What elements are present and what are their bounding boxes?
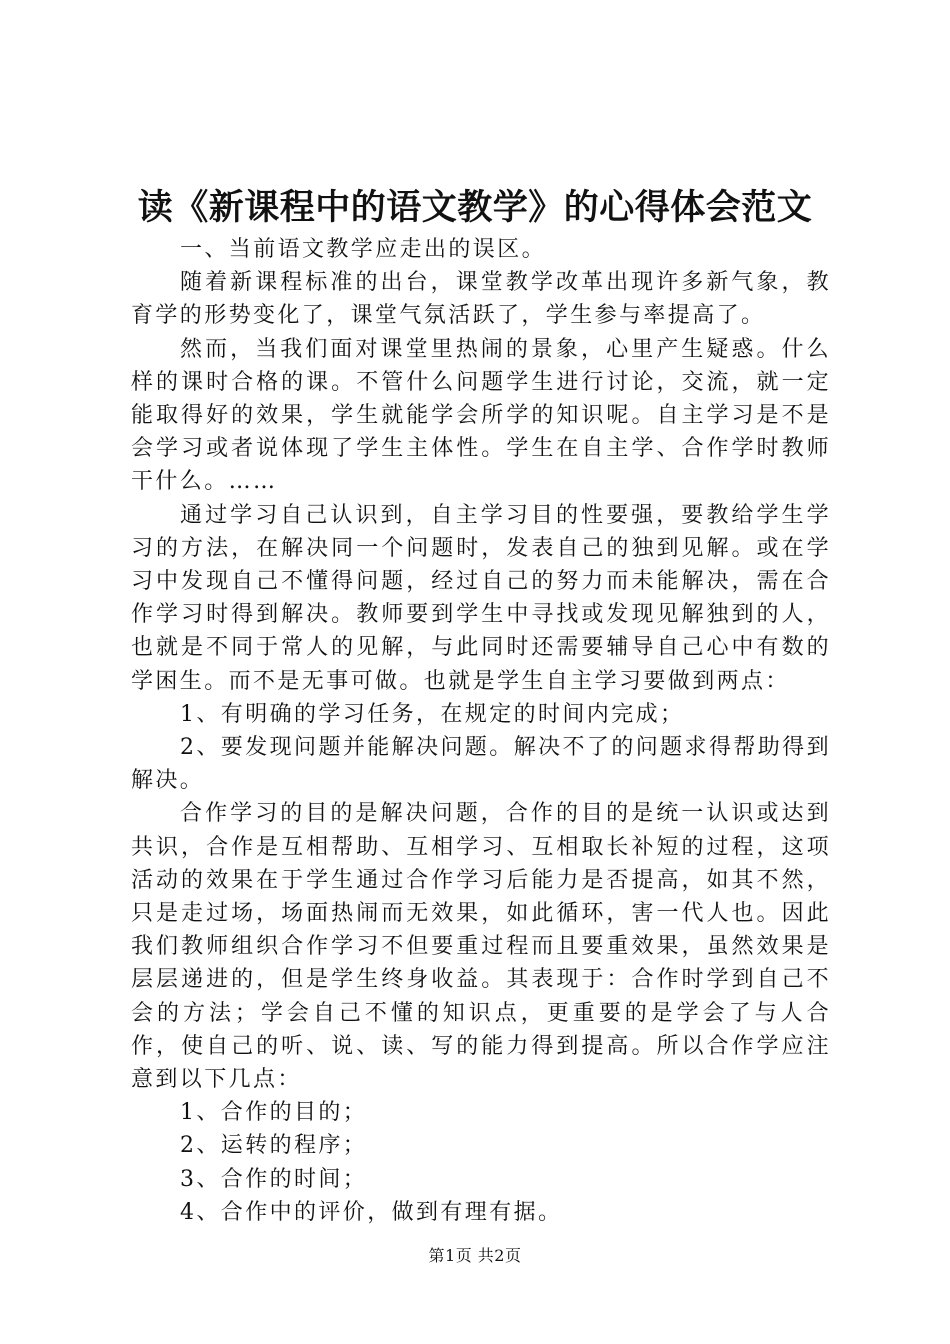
page-footer: 第1页 共2页 <box>428 1246 522 1265</box>
section-heading: 一、当前语文教学应走出的误区。 <box>180 237 547 262</box>
list-item: 4、合作中的评价，做到有理有据。 <box>180 1199 563 1225</box>
list-item: 3、合作的时间； <box>180 1166 368 1192</box>
list-item: 2、运转的程序； <box>180 1133 368 1159</box>
list-item: 1、有明确的学习任务，在规定的时间内完成； <box>180 701 685 727</box>
list-item: 1、合作的目的； <box>180 1100 368 1126</box>
paragraph: 通过学习自己认识到，自主学习目的性要强，要教给学生学习的方法，在解决同一个问题时，发表自己的独到见解。或在学习中发现自己不懂得问题，经过自己的努力而未能解决，需在合作学习时得到解决。教师要到学生中寻找或发现见解独到的人，也就是不同于常人的见解，与此同时还需要辅导自己心中有数的学困生。而不是无事可做。也就是学生自主学习要做到两点： <box>131 502 831 694</box>
paragraph: 然而，当我们面对课堂里热闹的景象，心里产生疑惑。什么样的课时合格的课。不管什么问题学生进行讨论，交流，就一定能取得好的效果，学生就能学会所学的知识呢。自主学习是不是会学习或者说体现了学生主体性。学生在自主学、合作学时教师干什么。…… <box>131 336 831 495</box>
document-body <box>131 233 831 1229</box>
list-item: 2、要发现问题并能解决问题。解决不了的问题求得帮助得到解决。 <box>131 735 831 794</box>
paragraph: 合作学习的目的是解决问题，合作的目的是统一认识或达到共识，合作是互相帮助、互相学习、互相取长补短的过程，这项活动的效果在于学生通过合作学习后能力是否提高，如其不然，只是走过场，场面热闹而无效果，如此循环，害一代人也。因此我们教师组织合作学习不但要重过程而且要重效果，虽然效果是层层递进的，但是学生终身收益。其表现于：合作时学到自己不会的方法；学会自己不懂的知识点，更重要的是学会了与人合作，使自己的听、说、读、写的能力得到提高。所以合作学应注意到以下几点： <box>131 801 831 1093</box>
paragraph: 随着新课程标准的出台，课堂教学改革出现许多新气象，教育学的形势变化了，课堂气氛活跃了，学生参与率提高了。 <box>131 270 831 329</box>
document-title: 读《新课程中的语文教学》的心得体会范文 <box>137 187 813 228</box>
